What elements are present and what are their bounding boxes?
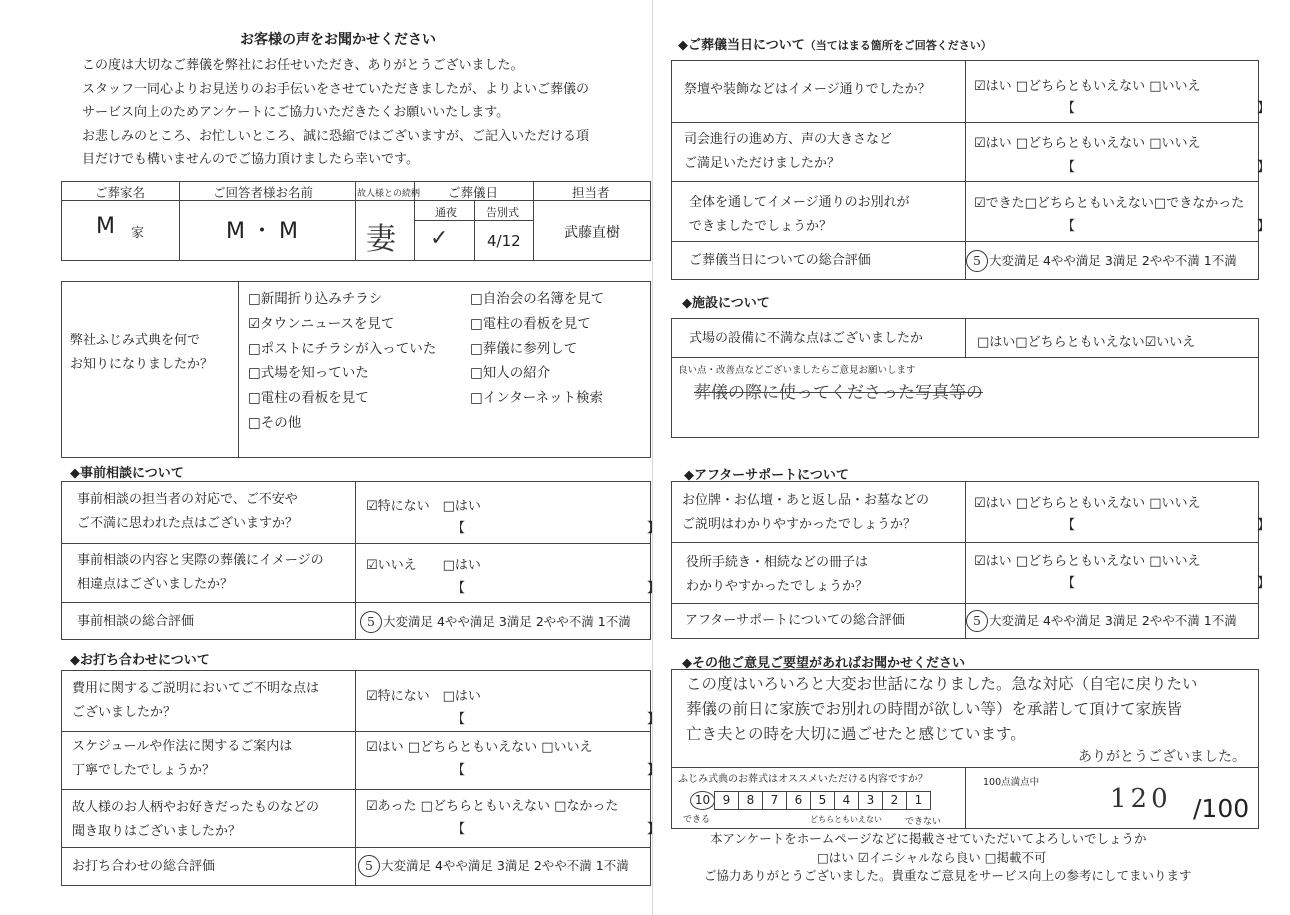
scale-5: 5 [810, 791, 835, 810]
scale-right: できない [905, 817, 942, 827]
day-rating[interactable]: 5 大変満足 4やや満足 3満足 2やや不満 1不満 [966, 250, 1237, 272]
comment-line: 葬儀の前日に家族でお別れの時間が欲しい等）を承諾して頂けて家族皆 [686, 700, 1183, 718]
pre-consult-q3: 事前相談の総合評価 [77, 614, 195, 629]
bracket[interactable]: 【 】 [452, 763, 661, 778]
section-facility: ◆施設について [682, 296, 770, 311]
source-option[interactable]: □電柱の看板を見て [470, 315, 591, 332]
source-option[interactable]: ☑タウンニュースを見て [248, 315, 395, 332]
recommend-scale[interactable] [691, 791, 931, 810]
info-table [61, 181, 651, 261]
header-staff: 担当者 [572, 185, 610, 200]
after-rating[interactable]: 5 大変満足 4やや満足 3満足 2やや不満 1不満 [966, 610, 1237, 632]
wake-check-mark: ✓ [430, 226, 449, 251]
scale-mid: どちらともいえない [810, 815, 882, 824]
scale-left: できる [683, 815, 711, 825]
header-date: ご葬儀日 [448, 185, 499, 200]
pre-consult-q2: 事前相談の内容と実際の葬儀にイメージの 相違点はございましたか？ [77, 553, 324, 592]
bracket[interactable]: 【 】 [452, 581, 661, 596]
intro-line: お悲しみのところ、お忙しいところ、誠に恐縮ではございますが、ご記入いただける項 [82, 128, 590, 144]
scale-9: 9 [714, 791, 739, 810]
survey-title: お客様の声をお聞かせください [240, 32, 436, 48]
source-option[interactable]: □電柱の看板を見て [248, 390, 369, 407]
section-after-support: ◆アフターサポートについて [684, 468, 849, 483]
bracket[interactable]: 【 】 [1062, 219, 1271, 234]
source-option[interactable]: □自治会の名簿を見て [470, 291, 605, 307]
bracket[interactable]: 【 】 [1062, 101, 1271, 116]
family-suffix: 家 [131, 226, 145, 241]
pre-consult-q2-answer[interactable]: ☑いいえ □はい [366, 558, 481, 573]
source-question: 弊社ふじみ式典を何で お知りになりましたか？ [70, 333, 214, 372]
day-q2-answer[interactable]: ☑はい □どちらともいえない □いいえ [974, 136, 1201, 151]
scale-3: 3 [858, 791, 883, 810]
day-q1-answer[interactable]: ☑はい □どちらともいえない □いいえ [974, 79, 1201, 94]
publish-options[interactable]: □はい ☑イニシャルなら良い □掲載不可 [817, 850, 1047, 865]
funeral-date: 4/12 [487, 232, 521, 250]
pre-consult-rating[interactable]: 5 大変満足 4やや満足 3満足 2やや不満 1不満 [360, 611, 631, 633]
rating-circle: 5 [360, 611, 382, 633]
pre-consult-q1: 事前相談の担当者の対応で、ご不安や ご不満に思われた点はございますか？ [77, 492, 299, 531]
bracket[interactable]: 【 】 [452, 712, 661, 727]
publish-question: 本アンケートをホームページなどに掲載させていただいてよろしいでしょうか [710, 831, 1147, 846]
intro-line: 目だけでも構いませんのでご協力頂けましたら幸いです。 [82, 152, 419, 167]
scale-10: 10 [690, 791, 715, 810]
header-family: ご葬家名 [95, 185, 146, 200]
pre-consult-q1-answer[interactable]: ☑特にない □はい [366, 499, 481, 514]
source-option[interactable]: □ポストにチラシが入っていた [248, 340, 437, 357]
closing-text: ご協力ありがとうございました。貴重なご意見をサービス向上の参考にしてまいります [704, 868, 1192, 883]
comment-thanks[interactable]: ありがとうございました。 [1078, 749, 1246, 765]
comment-line: この度はいろいろと大変お世話になりました。急な対応（自宅に戻りたい [686, 675, 1198, 693]
bracket[interactable]: 【 】 [1062, 518, 1271, 533]
source-option[interactable]: □葬儀に参列して [470, 340, 578, 357]
section-pre-consult: ◆事前相談について [70, 466, 184, 481]
meeting-q2: スケジュールや作法に関するご案内は 丁寧でしたでしょうか？ [72, 739, 293, 778]
other-comment[interactable] [686, 672, 1258, 747]
score-max: /100 [1193, 794, 1250, 823]
family-initial: M [96, 214, 115, 239]
day-q1: 祭壇や装飾などはイメージ通りでしたか？ [684, 82, 931, 97]
section-day: ◆ご葬儀当日について（当てはまる箇所をご回答ください） [678, 38, 992, 53]
day-q4: ご葬儀当日についての総合評価 [689, 253, 871, 268]
source-option[interactable]: □インターネット検索 [470, 390, 604, 407]
staff-name: 武藤直樹 [564, 225, 620, 241]
day-q3-answer[interactable]: ☑できた□どちらともいえない□できなかった [974, 196, 1245, 211]
intro-text [82, 54, 642, 172]
respondent-name: M・M [226, 219, 304, 244]
section-meeting: ◆お打ち合わせについて [70, 653, 210, 668]
meeting-q1: 費用に関するご説明においてご不明な点は ございましたか？ [72, 681, 320, 720]
after-q2: 役所手続き・相続などの冊子は わかりやすかったでしょうか？ [686, 555, 869, 594]
day-q3: 全体を通してイメージ通りのお別れが できましたでしょうか？ [689, 195, 910, 234]
scale-1: 1 [906, 791, 931, 810]
meeting-q2-answer[interactable]: ☑はい □どちらともいえない □いいえ [366, 740, 593, 755]
section-other: ◆その他ご意見ご要望があればお聞かせください [682, 656, 965, 671]
after-q1-answer[interactable]: ☑はい □どちらともいえない □いいえ [974, 496, 1201, 511]
header-relation: 故人様との続柄 [357, 189, 421, 199]
scale-2: 2 [882, 791, 907, 810]
day-q2: 司会進行の進め方、声の大きさなど ご満足いただけましたか？ [684, 132, 893, 171]
score-value[interactable]: 120 [1110, 784, 1172, 814]
bracket[interactable]: 【 】 [452, 521, 661, 536]
intro-line: スタッフ一同心よりお見送りのお手伝いをさせていただきましたが、よりよいご葬儀の [82, 81, 590, 97]
bracket[interactable]: 【 】 [1062, 160, 1271, 175]
facility-note-text[interactable]: 葬儀の際に使ってくださった写真等の [694, 383, 983, 403]
source-option[interactable]: □知人の紹介 [470, 365, 551, 382]
intro-line: この度は大切なご葬儀を弊社にお任せいただき、ありがとうございました。 [82, 58, 524, 73]
facility-note-label: 良い点・改善点などございましたらご意見お願いします [678, 365, 916, 376]
comment-line: 亡き夫との時を大切に過ごせたと感じています。 [686, 725, 1026, 743]
after-q2-answer[interactable]: ☑はい □どちらともいえない □いいえ [974, 554, 1201, 569]
header-wake: 通夜 [435, 206, 457, 219]
header-respondent: ご回答者様お名前 [213, 185, 314, 200]
header-funeral: 告別式 [486, 206, 519, 219]
rating-circle: 5 [966, 610, 988, 632]
source-options-left [248, 287, 436, 436]
meeting-rating[interactable]: 5 大変満足 4やや満足 3満足 2やや不満 1不満 [358, 855, 629, 877]
scale-6: 6 [786, 791, 811, 810]
source-options-right [470, 287, 604, 411]
facility-q1: 式場の設備に不満な点はございましたか [689, 331, 924, 346]
bracket[interactable]: 【 】 [1062, 576, 1271, 591]
intro-line: サービス向上のためアンケートにご協力いただきたくお願いいたします。 [82, 105, 510, 120]
meeting-q3-answer[interactable]: ☑あった □どちらともいえない □なかった [366, 799, 619, 814]
after-q3: アフターサポートについての総合評価 [685, 613, 905, 628]
scale-4: 4 [834, 791, 859, 810]
scale-7: 7 [762, 791, 787, 810]
bracket[interactable]: 【 】 [452, 822, 661, 837]
rating-circle: 5 [966, 250, 988, 272]
relation-value: 妻 [366, 222, 396, 257]
source-option[interactable]: □式場を知っていた [248, 365, 369, 382]
meeting-q3: 故人様のお人柄やお好きだったものなどの 聞き取りはございましたか？ [72, 800, 320, 839]
meeting-q1-answer[interactable]: ☑特にない □はい [366, 689, 481, 704]
source-option[interactable]: □新聞折り込みチラシ [248, 291, 383, 307]
scale-8: 8 [738, 791, 763, 810]
score-label: 100点満点中 [983, 777, 1040, 788]
after-q1: お位牌・お仏壇・あと返し品・お墓などの ご説明はわかりやすかったでしょうか？ [682, 493, 930, 532]
rating-circle: 5 [358, 855, 380, 877]
meeting-q4: お打ち合わせの総合評価 [72, 859, 216, 874]
source-option[interactable]: □その他 [248, 414, 302, 431]
recommend-question: ふじみ式典のお葬式はオススメいただける内容ですか？ [678, 774, 928, 785]
facility-q1-answer[interactable]: □はい□どちらともいえない☑いいえ [977, 335, 1196, 350]
